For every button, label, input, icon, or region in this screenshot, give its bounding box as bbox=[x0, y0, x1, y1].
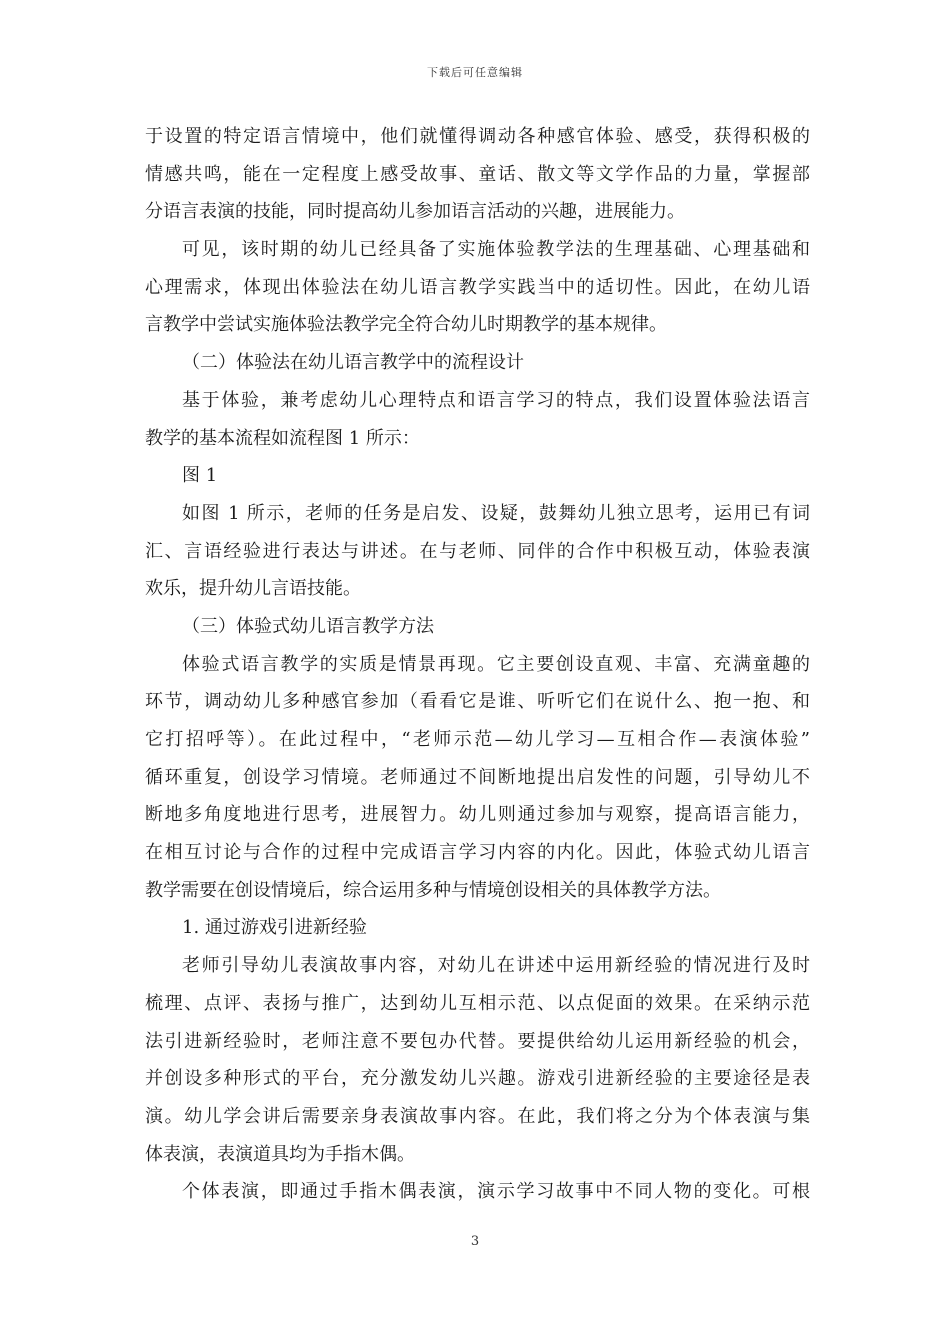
paragraph-line: 言教学中尝试实施体验法教学完全符合幼儿时期教学的基本规律。 bbox=[145, 314, 667, 336]
paragraph-line: 教学的基本流程如流程图 1 所示： bbox=[145, 427, 420, 449]
section-heading: （三）体验式幼儿语言教学方法 bbox=[182, 615, 434, 637]
subsection-heading: 1. 通过游戏引进新经验 bbox=[182, 917, 367, 939]
paragraph-line: 可见，该时期的幼儿已经具备了实施体验教学法的生理基础、心理基础和 bbox=[182, 239, 810, 261]
paragraph-line: 老师引导幼儿表演故事内容，对幼儿在讲述中运用新经验的情况进行及时 bbox=[182, 955, 810, 977]
paragraph-line: 循环重复，创设学习情境。老师通过不间断地提出启发性的问题，引导幼儿不 bbox=[145, 766, 810, 788]
paragraph-line: 它打招呼等）。在此过程中，“老师示范—幼儿学习—互相合作—表演体验” bbox=[145, 729, 810, 750]
paragraph-line: 于设置的特定语言情境中，他们就懂得调动各种感官体验、感受，获得积极的 bbox=[145, 126, 810, 147]
paragraph-line: 梳理、点评、表扬与推广，达到幼儿互相示范、以点促面的效果。在采纳示范 bbox=[145, 992, 810, 1014]
figure-label: 图 1 bbox=[182, 465, 218, 487]
paragraph-line: 在相互讨论与合作的过程中完成语言学习内容的内化。因此，体验式幼儿语言 bbox=[145, 842, 810, 864]
paragraph-line: 体表演，表演道具均为手指木偶。 bbox=[145, 1143, 415, 1165]
paragraph-line: 基于体验，兼考虑幼儿心理特点和语言学习的特点，我们设置体验法语言 bbox=[182, 389, 810, 411]
paragraph-line: 环节，调动幼儿多种感官参加（看看它是谁、听听它们在说什么、抱一抱、和 bbox=[145, 691, 810, 713]
page-number: 3 bbox=[470, 1234, 480, 1249]
paragraph-line: 如图 1 所示，老师的任务是启发、设疑，鼓舞幼儿独立思考，运用已有词 bbox=[182, 502, 810, 524]
paragraph-line: 并创设多种形式的平台，充分激发幼儿兴趣。游戏引进新经验的主要途径是表 bbox=[145, 1068, 810, 1090]
paragraph-line: 汇、言语经验进行表达与讲述。在与老师、同伴的合作中积极互动，体验表演 bbox=[145, 540, 810, 562]
paragraph-line: 演。幼儿学会讲后需要亲身表演故事内容。在此，我们将之分为个体表演与集 bbox=[145, 1105, 810, 1127]
paragraph-line: 个体表演，即通过手指木偶表演，演示学习故事中不同人物的变化。可根 bbox=[182, 1181, 810, 1203]
paragraph-line: 分语言表演的技能，同时提高幼儿参加语言活动的兴趣，进展能力。 bbox=[145, 201, 685, 223]
paragraph-line: 教学需要在创设情境后，综合运用多种与情境创设相关的具体教学方法。 bbox=[145, 879, 721, 901]
paragraph-line: 心理需求，体现出体验法在幼儿语言教学实践当中的适切性。因此，在幼儿语 bbox=[145, 276, 810, 298]
section-heading: （二）体验法在幼儿语言教学中的流程设计 bbox=[182, 352, 524, 374]
paragraph-line: 体验式语言教学的实质是情景再现。它主要创设直观、丰富、充满童趣的 bbox=[182, 653, 810, 675]
paragraph-line: 断地多角度地进行思考，进展智力。幼儿则通过参加与观察，提高语言能力， bbox=[145, 804, 810, 826]
document-body bbox=[145, 118, 810, 1211]
paragraph-line: 欢乐，提升幼儿言语技能。 bbox=[145, 578, 361, 600]
paragraph-line: 法引进新经验时，老师注意不要包办代替。要提供给幼儿运用新经验的机会， bbox=[145, 1030, 810, 1052]
paragraph-line: 情感共鸣，能在一定程度上感受故事、童话、散文等文学作品的力量，掌握部 bbox=[145, 163, 810, 185]
page-header: 下载后可任意编辑 bbox=[427, 66, 523, 79]
